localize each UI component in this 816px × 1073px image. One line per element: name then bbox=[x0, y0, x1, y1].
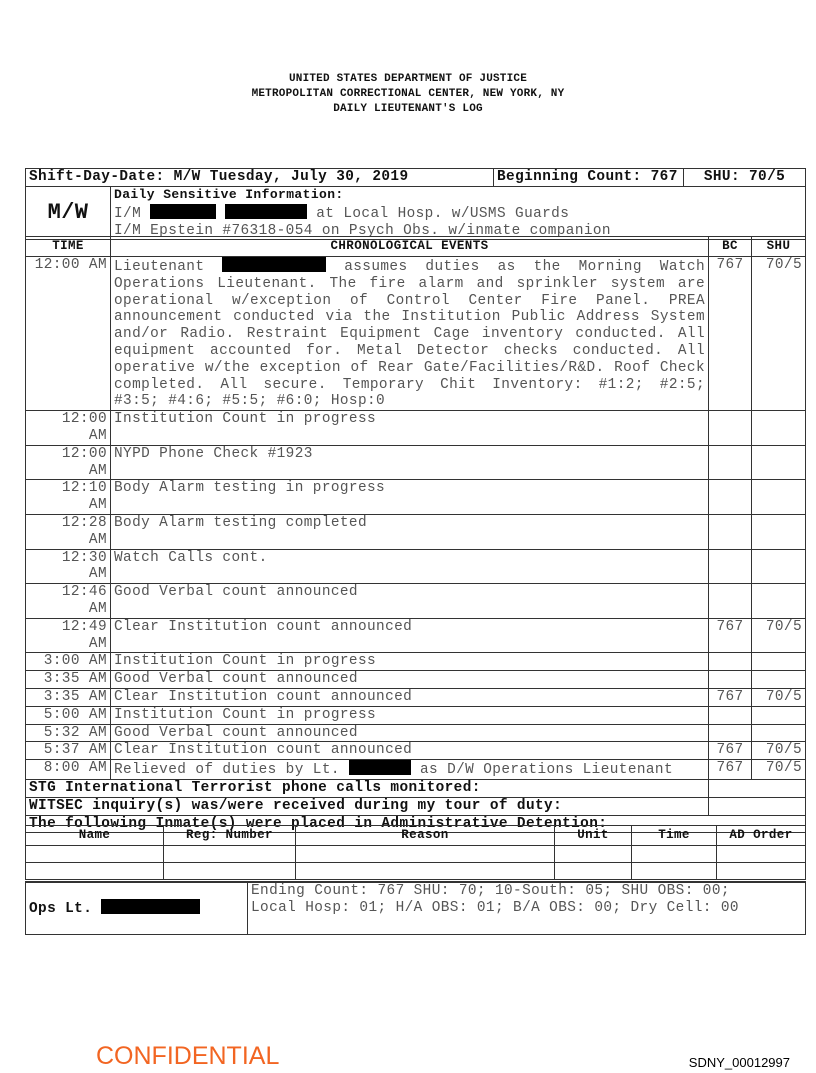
note-value bbox=[709, 779, 806, 797]
col-events: CHRONOLOGICAL EVENTS bbox=[111, 237, 709, 257]
ad-col-unit: Unit bbox=[555, 826, 632, 846]
event-cell: Good Verbal count announced bbox=[111, 671, 709, 689]
event-suffix: as D/W Operations Lieutenant bbox=[420, 762, 674, 779]
shu-cell: 70/5 bbox=[752, 688, 806, 706]
empty-cell bbox=[296, 846, 555, 863]
event-cell: Clear Institution count announced bbox=[111, 742, 709, 760]
ending-line-2: Local Hosp: 01; H/A OBS: 01; B/A OBS: 00; Dry Cell: 00 bbox=[251, 899, 739, 916]
table-row bbox=[26, 724, 806, 742]
time-cell: 12:00 AM bbox=[26, 257, 111, 411]
col-time: TIME bbox=[26, 237, 111, 257]
bc-cell bbox=[709, 671, 752, 689]
sensitive-prefix: I/M bbox=[114, 205, 142, 222]
table-row bbox=[26, 688, 806, 706]
empty-cell bbox=[717, 863, 806, 880]
shu-cell bbox=[752, 411, 806, 446]
table-row bbox=[26, 653, 806, 671]
event-cell: Good Verbal count announced bbox=[111, 584, 709, 619]
time-cell: 5:32 AM bbox=[26, 724, 111, 742]
stg-note bbox=[26, 779, 806, 797]
empty-cell bbox=[164, 846, 296, 863]
time-cell: 12:00 AM bbox=[26, 411, 111, 446]
col-shu: SHU bbox=[752, 237, 806, 257]
beginning-count: Beginning Count: 767 bbox=[494, 169, 684, 187]
ad-col-time: Time bbox=[632, 826, 717, 846]
redaction bbox=[101, 899, 200, 914]
redaction bbox=[349, 760, 411, 775]
event-cell: Institution Count in progress bbox=[111, 706, 709, 724]
ending-count-cell bbox=[248, 882, 806, 934]
table-row bbox=[26, 514, 806, 549]
event-suffix: assumes duties as the Morning Watch Operations Lieutenant. The fire alarm and sprinkler system are operational w/exception of Control Center Fire Panel. PREA announcement conducted via the Institution Public Address System and/or Radio. Restraint Equipment Cage inventory conducted. All equipment accounted for. Metal Detector checks conducted. All operative w/the exception of Rear Gate/Facilities/R&D. Roof Check completed. All secure. Temporary Chit Inventory: #1:2; #2:5; #3:5; #4:6; #5:5; #6:0; Hosp:0 bbox=[114, 259, 705, 410]
time-cell: 3:35 AM bbox=[26, 671, 111, 689]
table-row bbox=[26, 411, 806, 446]
event-cell: Institution Count in progress bbox=[111, 411, 709, 446]
bc-cell bbox=[709, 724, 752, 742]
empty-cell bbox=[555, 846, 632, 863]
table-row bbox=[26, 706, 806, 724]
empty-cell bbox=[717, 846, 806, 863]
shu-cell bbox=[752, 549, 806, 584]
time-cell: 12:28 AM bbox=[26, 514, 111, 549]
shu-cell bbox=[752, 514, 806, 549]
event-prefix: Relieved of duties by Lt. bbox=[114, 762, 340, 779]
bc-cell bbox=[709, 445, 752, 480]
events-table bbox=[25, 236, 806, 833]
bc-cell: 767 bbox=[709, 257, 752, 411]
shu-cell bbox=[752, 584, 806, 619]
bc-cell bbox=[709, 549, 752, 584]
table-row bbox=[26, 863, 806, 880]
empty-cell bbox=[164, 863, 296, 880]
bc-cell bbox=[709, 706, 752, 724]
ops-lt-cell bbox=[26, 882, 248, 934]
note-value bbox=[709, 797, 806, 815]
sensitive-label: Daily Sensitive Information: bbox=[114, 187, 344, 202]
shift-code: M/W bbox=[26, 187, 111, 240]
table-row bbox=[26, 742, 806, 760]
empty-cell bbox=[632, 846, 717, 863]
redaction bbox=[225, 204, 307, 219]
shu-cell: 70/5 bbox=[752, 618, 806, 653]
event-cell bbox=[111, 760, 709, 780]
witsec-note bbox=[26, 797, 806, 815]
header-line-1: UNITED STATES DEPARTMENT OF JUSTICE bbox=[288, 73, 528, 85]
event-cell bbox=[111, 257, 709, 411]
table-row bbox=[26, 257, 806, 411]
note-text: The following Inmate(s) were placed in Administrative Detention: bbox=[26, 815, 806, 833]
top-info-table bbox=[25, 168, 806, 240]
time-cell: 12:49 AM bbox=[26, 618, 111, 653]
shu-cell bbox=[752, 724, 806, 742]
empty-cell bbox=[632, 863, 717, 880]
bc-cell: 767 bbox=[709, 618, 752, 653]
event-cell: Clear Institution count announced bbox=[111, 618, 709, 653]
shu-cell bbox=[752, 706, 806, 724]
ad-col-ad-order: AD Order bbox=[717, 826, 806, 846]
sensitive-info bbox=[111, 187, 806, 240]
time-cell: 3:00 AM bbox=[26, 653, 111, 671]
time-cell: 12:46 AM bbox=[26, 584, 111, 619]
shu-count: SHU: 70/5 bbox=[684, 169, 806, 187]
ad-col-name: Name bbox=[26, 826, 164, 846]
shu-cell bbox=[752, 671, 806, 689]
event-cell: Body Alarm testing completed bbox=[111, 514, 709, 549]
table-row bbox=[26, 584, 806, 619]
sensitive-line-2: I/M Epstein #76318-054 on Psych Obs. w/inmate companion bbox=[114, 222, 611, 239]
shu-cell bbox=[752, 480, 806, 515]
confidential-stamp: CONFIDENTIAL bbox=[96, 1042, 280, 1070]
col-bc: BC bbox=[709, 237, 752, 257]
shu-cell: 70/5 bbox=[752, 742, 806, 760]
event-cell: Clear Institution count announced bbox=[111, 688, 709, 706]
ad-col-reg-number: Reg: Number bbox=[164, 826, 296, 846]
bc-cell: 767 bbox=[709, 688, 752, 706]
empty-cell bbox=[26, 846, 164, 863]
event-prefix: Lieutenant bbox=[114, 259, 205, 275]
bc-cell bbox=[709, 411, 752, 446]
note-text: WITSEC inquiry(s) was/were received during my tour of duty: bbox=[26, 797, 709, 815]
table-row bbox=[26, 846, 806, 863]
admin-detention-table bbox=[25, 825, 806, 880]
bc-cell bbox=[709, 514, 752, 549]
time-cell: 5:37 AM bbox=[26, 742, 111, 760]
time-cell: 3:35 AM bbox=[26, 688, 111, 706]
shu-cell bbox=[752, 653, 806, 671]
document-header bbox=[0, 72, 816, 117]
shu-cell: 70/5 bbox=[752, 257, 806, 411]
footer-table bbox=[25, 881, 806, 935]
empty-cell bbox=[26, 863, 164, 880]
ops-lt-label: Ops Lt. bbox=[29, 900, 93, 917]
time-cell: 12:30 AM bbox=[26, 549, 111, 584]
bc-cell bbox=[709, 584, 752, 619]
ending-line-1: Ending Count: 767 SHU: 70; 10-South: 05; SHU OBS: 00; bbox=[251, 883, 730, 899]
shu-cell: 70/5 bbox=[752, 760, 806, 780]
header-line-3: DAILY LIEUTENANT'S LOG bbox=[333, 103, 483, 115]
time-cell: 12:10 AM bbox=[26, 480, 111, 515]
redaction bbox=[150, 204, 216, 219]
time-cell: 5:00 AM bbox=[26, 706, 111, 724]
event-cell: Body Alarm testing in progress bbox=[111, 480, 709, 515]
note-text: STG International Terrorist phone calls monitored: bbox=[26, 779, 709, 797]
table-row bbox=[26, 445, 806, 480]
event-cell: Institution Count in progress bbox=[111, 653, 709, 671]
redaction bbox=[222, 257, 326, 272]
bates-number: SDNY_00012997 bbox=[688, 1055, 790, 1070]
empty-cell bbox=[555, 863, 632, 880]
table-row bbox=[26, 480, 806, 515]
bc-cell bbox=[709, 480, 752, 515]
empty-cell bbox=[296, 863, 555, 880]
table-row bbox=[26, 618, 806, 653]
table-row bbox=[26, 671, 806, 689]
event-cell: NYPD Phone Check #1923 bbox=[111, 445, 709, 480]
header-line-2: METROPOLITAN CORRECTIONAL CENTER, NEW YORK, NY bbox=[251, 88, 565, 100]
time-cell: 8:00 AM bbox=[26, 760, 111, 780]
shift-day-date: Shift-Day-Date: M/W Tuesday, July 30, 2019 bbox=[26, 169, 494, 187]
ad-col-reason: Reason bbox=[296, 826, 555, 846]
time-cell: 12:00 AM bbox=[26, 445, 111, 480]
bc-cell bbox=[709, 653, 752, 671]
shu-cell bbox=[752, 445, 806, 480]
bc-cell: 767 bbox=[709, 760, 752, 780]
bc-cell: 767 bbox=[709, 742, 752, 760]
event-cell: Good Verbal count announced bbox=[111, 724, 709, 742]
table-row bbox=[26, 549, 806, 584]
table-row bbox=[26, 760, 806, 780]
sensitive-suffix: at Local Hosp. w/USMS Guards bbox=[316, 205, 570, 222]
event-cell: Watch Calls cont. bbox=[111, 549, 709, 584]
